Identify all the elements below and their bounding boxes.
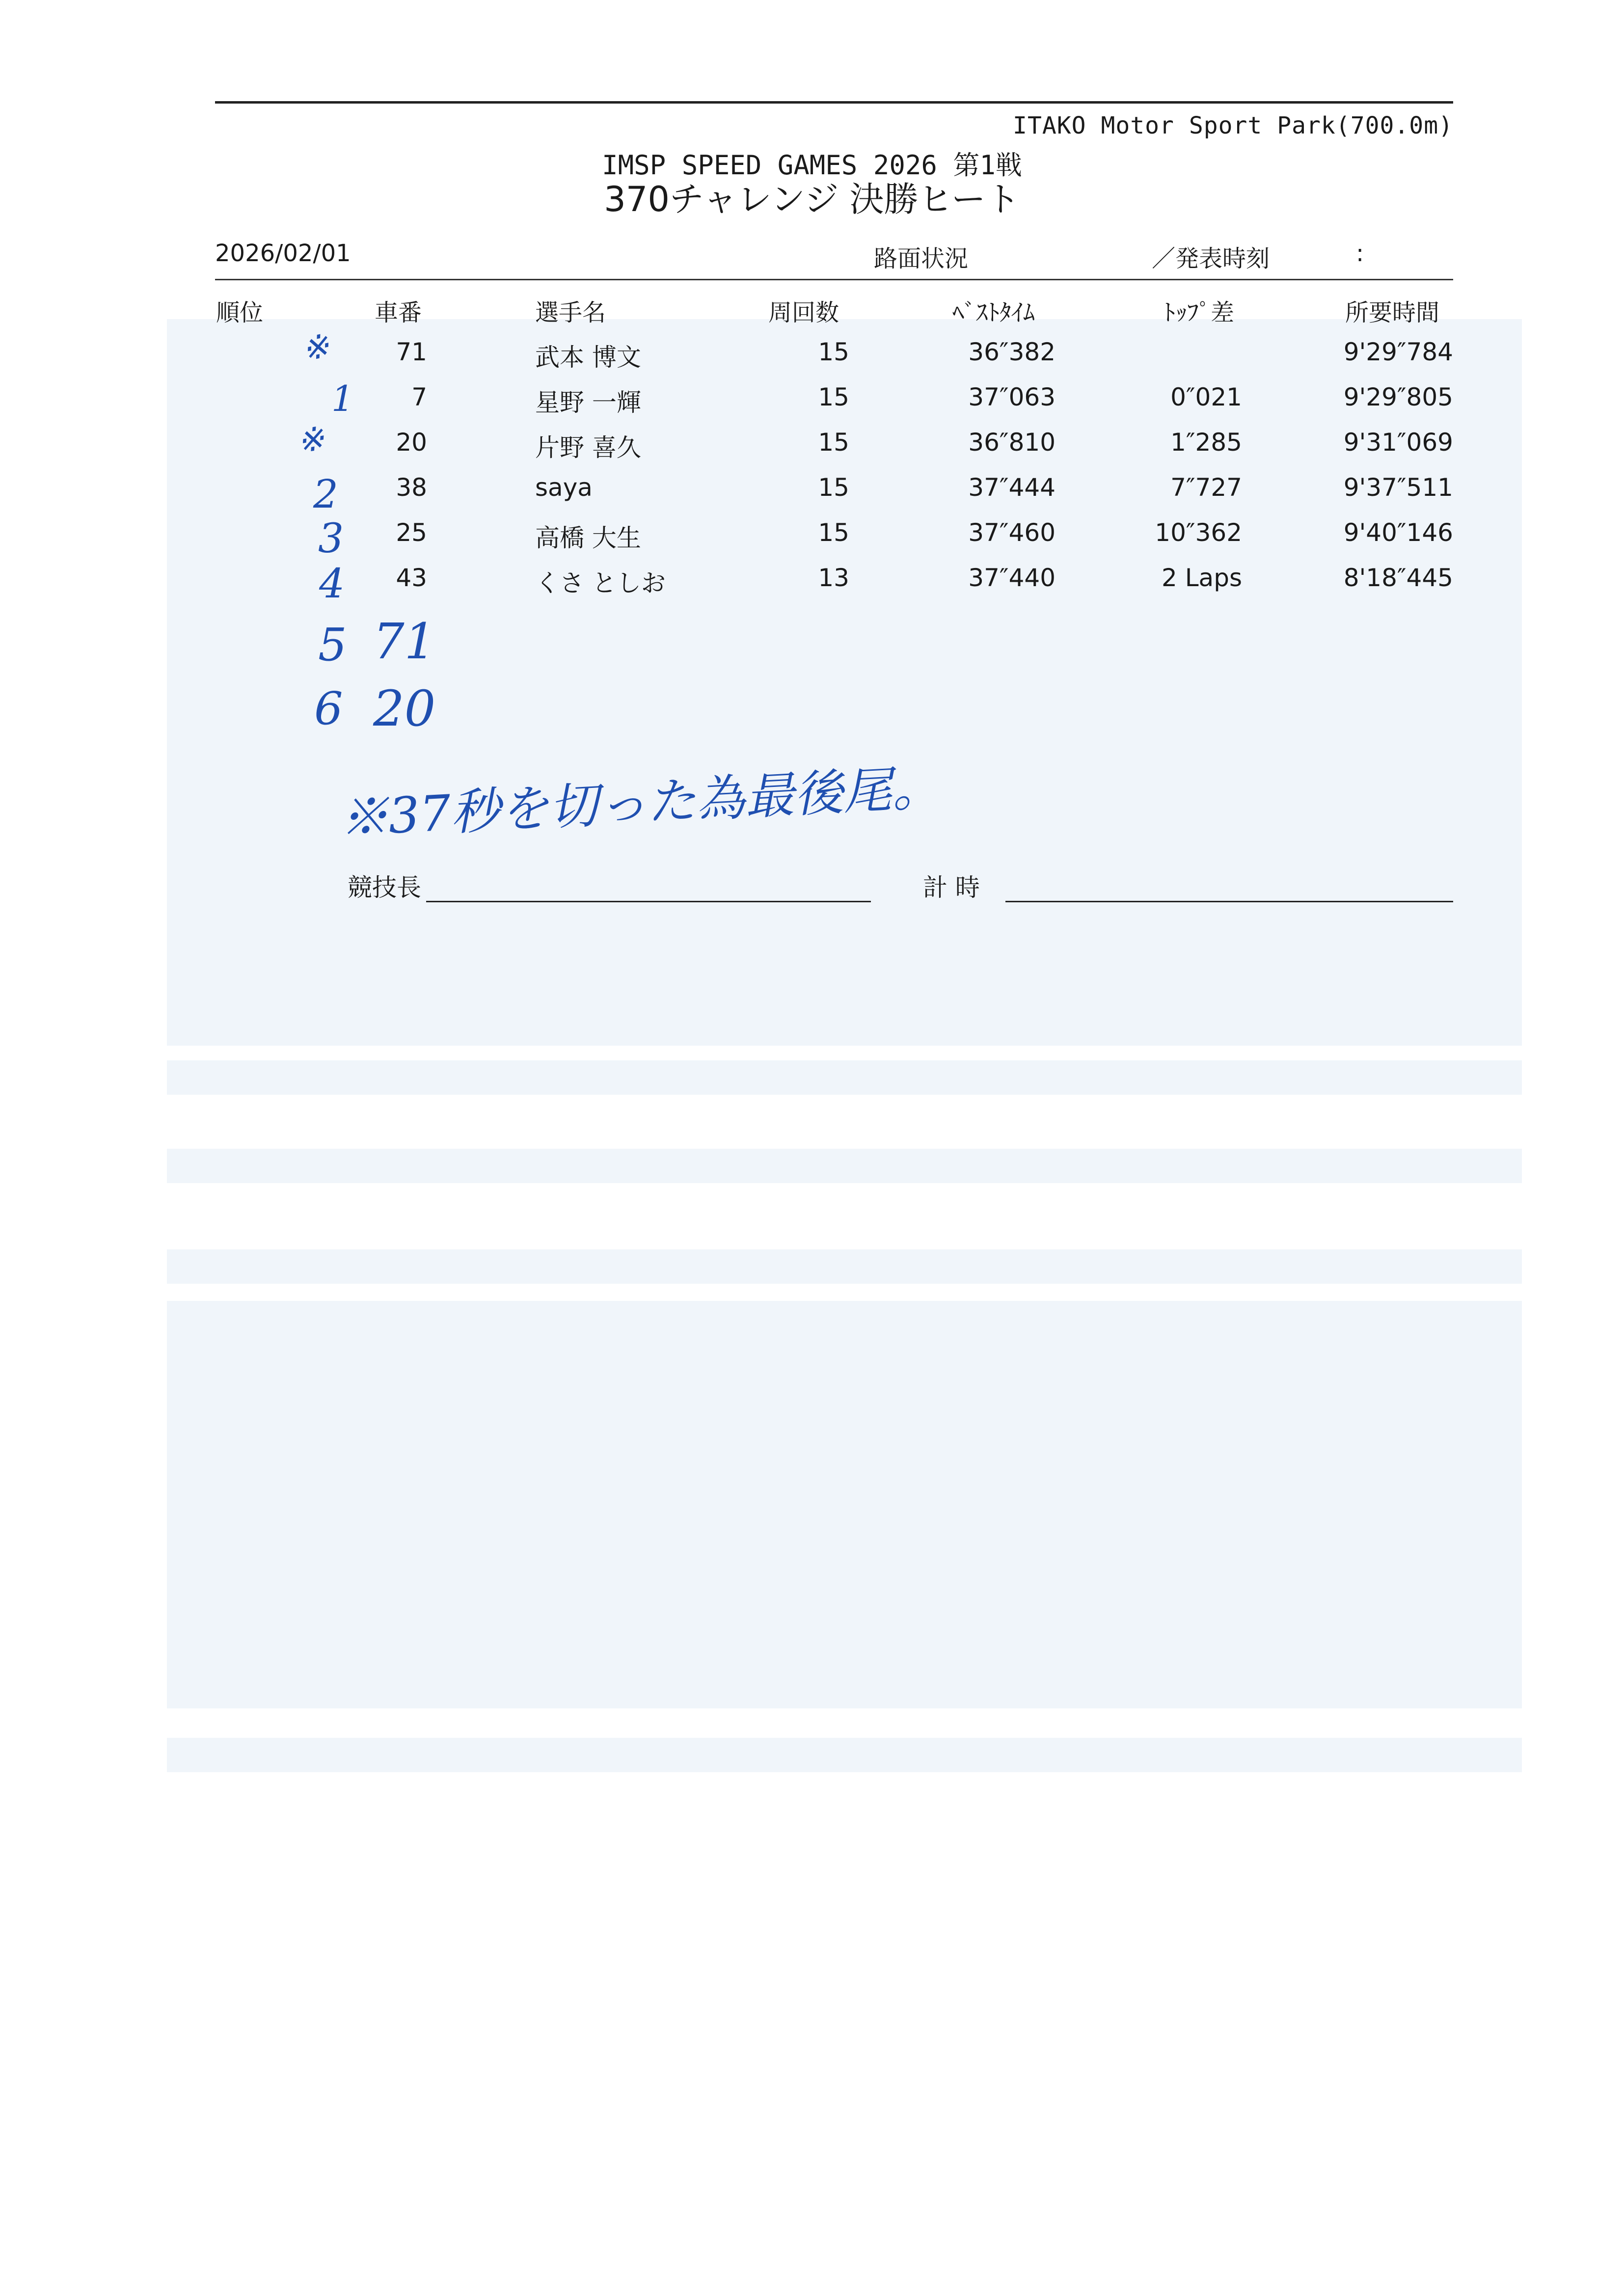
col-laps-header: 周回数 <box>768 299 839 326</box>
handwritten-position: 4 <box>319 561 345 607</box>
bleed-through-band <box>167 1149 1522 1183</box>
handwritten-position: 1 <box>331 378 354 419</box>
road-condition-label: 路面状況 <box>874 245 969 272</box>
top-rule <box>215 101 1453 104</box>
best-time: 37″444 <box>968 473 1056 502</box>
gap: 7″727 <box>1170 473 1242 502</box>
best-time: 36″382 <box>968 338 1056 366</box>
total-time: 9'40″146 <box>1343 518 1453 547</box>
laps: 15 <box>818 473 849 502</box>
col-driver-header: 選手名 <box>535 299 606 326</box>
announce-time-label: ／発表時刻 <box>1152 245 1270 272</box>
handwritten-position: 6 <box>314 682 343 735</box>
gap: 1″285 <box>1170 428 1242 457</box>
bleed-through-band <box>167 1249 1522 1284</box>
bleed-through-area-bottom <box>167 1301 1522 1708</box>
col-total-time-header: 所要時間 <box>1345 299 1440 326</box>
gap: 2 Laps <box>1162 564 1242 592</box>
driver-name: 武本 博文 <box>535 343 641 372</box>
handwritten-mark: ※ <box>298 326 333 369</box>
gap: 0″021 <box>1170 383 1242 411</box>
car-number: 25 <box>396 518 427 547</box>
timekeeper-signature-line <box>1005 901 1453 902</box>
race-title: 370チャレンジ 決勝ヒート <box>604 179 1020 219</box>
header-rule <box>215 279 1453 280</box>
laps: 15 <box>818 428 849 457</box>
laps: 15 <box>818 518 849 547</box>
car-number: 43 <box>396 564 427 592</box>
race-date: 2026/02/01 <box>215 240 351 267</box>
race-director-label: 競技長 <box>348 873 421 902</box>
col-best-time-header: ﾍﾞｽﾄﾀｲﾑ <box>952 299 1035 326</box>
gap: 10″362 <box>1155 518 1242 547</box>
car-number: 20 <box>396 428 427 457</box>
race-director-signature-line <box>426 901 871 902</box>
venue-label: ITAKO Motor Sport Park(700.0m) <box>1013 112 1453 139</box>
laps: 15 <box>818 383 849 411</box>
car-number: 38 <box>396 473 427 502</box>
total-time: 9'29″784 <box>1343 338 1453 366</box>
bleed-through-band <box>167 1738 1522 1772</box>
announce-time-value: : <box>1356 240 1364 267</box>
driver-name: 片野 喜久 <box>535 433 641 462</box>
car-number: 7 <box>411 383 427 411</box>
total-time: 9'37″511 <box>1343 473 1453 502</box>
driver-name: くさ としお <box>535 569 666 597</box>
laps: 15 <box>818 338 849 366</box>
laps: 13 <box>818 564 849 592</box>
best-time: 37″063 <box>968 383 1056 411</box>
handwritten-mark: ※ <box>294 419 327 461</box>
total-time: 9'31″069 <box>1343 428 1453 457</box>
handwritten-car-number: 71 <box>373 613 436 670</box>
total-time: 9'29″805 <box>1343 383 1453 411</box>
total-time: 8'18″445 <box>1343 564 1453 592</box>
handwritten-position: 5 <box>318 619 347 671</box>
handwritten-position: 3 <box>318 515 344 562</box>
driver-name: 星野 一輝 <box>535 388 641 417</box>
col-car-number-header: 車番 <box>375 299 422 326</box>
handwritten-note: ※37秒を切った為最後尾。 <box>338 758 943 848</box>
driver-name: 高橋 大生 <box>535 524 641 552</box>
handwritten-position: 2 <box>313 471 338 517</box>
driver-name: saya <box>535 473 593 502</box>
col-position-header: 順位 <box>216 299 264 326</box>
handwritten-car-number: 20 <box>373 680 436 737</box>
event-title: IMSP SPEED GAMES 2026 第1戦 <box>602 150 1022 181</box>
best-time: 36″810 <box>968 428 1056 457</box>
best-time: 37″460 <box>968 518 1056 547</box>
bleed-through-band <box>167 1060 1522 1095</box>
col-gap-header: ﾄｯﾌﾟ差 <box>1164 299 1235 326</box>
car-number: 71 <box>396 338 427 366</box>
timekeeper-label: 計 時 <box>923 873 980 902</box>
best-time: 37″440 <box>968 564 1056 592</box>
